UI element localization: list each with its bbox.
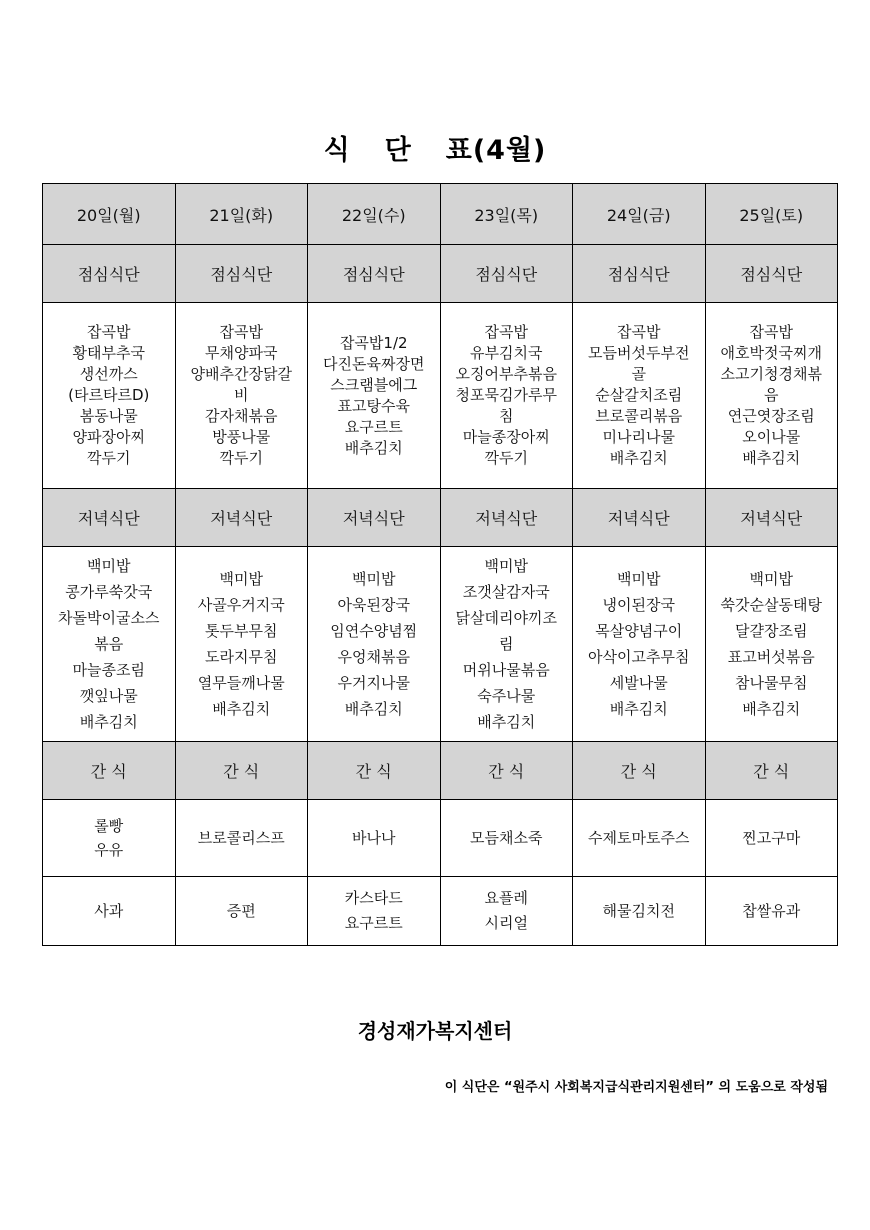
lunch-label-cell: 점심식단: [308, 245, 441, 303]
snack-label-cell: 간 식: [440, 742, 573, 800]
dinner-label-cell: 저녁식단: [573, 489, 706, 547]
day-header-cell: 22일(수): [308, 184, 441, 245]
snack1-cell: [573, 800, 706, 877]
snack-label-cell: 간 식: [175, 742, 308, 800]
menu-item: 깍두기: [87, 449, 131, 467]
title-part-2: 단: [384, 135, 412, 166]
lunch-cell: [43, 303, 176, 489]
menu-item: 잡곡밥: [219, 323, 263, 341]
menu-item: 우엉채볶음: [337, 648, 410, 666]
snack1-row: [43, 800, 838, 877]
dinner-cell: [43, 547, 176, 742]
menu-item: 깍두기: [484, 449, 528, 467]
menu-item: 배추김치: [742, 449, 801, 467]
day-header-cell: 20일(월): [43, 184, 176, 245]
lunch-row: [43, 303, 838, 489]
menu-item: 황태부추국: [72, 344, 145, 362]
menu-item: 잡곡밥1/2: [339, 333, 408, 352]
menu-item: 목살양념구이: [595, 622, 683, 640]
menu-item: 다진돈육짜장면: [323, 354, 425, 373]
menu-item: 미나리나물: [602, 428, 675, 446]
lunch-label-cell: 점심식단: [175, 245, 308, 303]
snack2-cell: [573, 877, 706, 946]
menu-item: 배추김치: [609, 700, 668, 718]
menu-item: 모듬채소죽: [470, 829, 543, 847]
menu-item: 콩가루쑥갓국: [65, 583, 153, 601]
dinner-cell: [175, 547, 308, 742]
menu-item: 우유: [94, 841, 124, 859]
snack2-cell: [43, 877, 176, 946]
menu-item: 순살갈치조림: [595, 386, 683, 404]
menu-item: 닭살데리야끼조: [455, 609, 557, 627]
menu-item: 소고기청경채볶: [720, 365, 822, 383]
snack-label-cell: 간 식: [43, 742, 176, 800]
menu-item: 우거지나물: [337, 674, 410, 692]
lunch-cell: [573, 303, 706, 489]
menu-item: 방풍나물: [212, 428, 271, 446]
menu-item: 해물김치전: [602, 901, 675, 920]
menu-item: 수제토마토주스: [588, 829, 690, 847]
snack2-cell: [705, 877, 838, 946]
menu-item: 깍두기: [219, 449, 263, 467]
menu-item: 세발나물: [609, 674, 668, 692]
menu-item: 감자채볶음: [205, 407, 278, 425]
menu-item: 증편: [226, 901, 256, 920]
menu-item: 아욱된장국: [337, 596, 410, 614]
menu-item: 사골우거지국: [197, 596, 285, 614]
menu-item: 도라지무침: [205, 648, 278, 666]
menu-item: 열무들깨나물: [197, 674, 285, 692]
menu-item: 시리얼: [484, 914, 528, 932]
menu-item: 모듬버섯두부전: [588, 344, 690, 362]
snack2-row: [43, 877, 838, 946]
lunch-label-cell: 점심식단: [573, 245, 706, 303]
menu-item: 양파장아찌: [72, 428, 145, 446]
menu-item: 임연수양념찜: [330, 622, 418, 640]
menu-item: 생선까스: [79, 365, 138, 383]
menu-item: 아삭이고추무침: [588, 648, 690, 666]
menu-item: 요구르트: [344, 914, 403, 932]
menu-item: 찐고구마: [742, 829, 801, 847]
snack-label-cell: 간 식: [308, 742, 441, 800]
snack-label-cell: 간 식: [705, 742, 838, 800]
menu-item: 유부김치국: [470, 344, 543, 362]
snack1-cell: [308, 800, 441, 877]
menu-item: 잡곡밥: [617, 323, 661, 341]
dinner-label-cell: 저녁식단: [440, 489, 573, 547]
lunch-cell: [175, 303, 308, 489]
menu-item: 배추김치: [742, 700, 801, 718]
menu-item: 연근엿장조림: [727, 407, 815, 425]
menu-item: 청포묵김가루무: [455, 386, 557, 404]
snack2-cell: [175, 877, 308, 946]
dinner-label-cell: 저녁식단: [308, 489, 441, 547]
menu-item: 숙주나물: [477, 687, 536, 705]
menu-item: 롤빵: [94, 817, 124, 835]
menu-item: 배추김치: [212, 700, 271, 718]
menu-item: 림: [499, 635, 514, 653]
menu-item: 조갯살감자국: [462, 583, 550, 601]
lunch-cell: [705, 303, 838, 489]
menu-item: 스크램블에그: [330, 375, 418, 394]
menu-item: (타르타르D): [68, 386, 150, 404]
menu-item: 찹쌀유과: [742, 901, 801, 920]
dinner-label-cell: 저녁식단: [175, 489, 308, 547]
menu-item: 볶음: [94, 635, 124, 653]
day-header-cell: 23일(목): [440, 184, 573, 245]
dinner-row: [43, 547, 838, 742]
menu-item: 배추김치: [344, 438, 403, 457]
lunch-label-row: [43, 245, 838, 303]
menu-item: 오이나물: [742, 428, 801, 446]
menu-item: 오징어부추볶음: [455, 365, 557, 383]
menu-item: 쑥갓순살동태탕: [720, 596, 822, 614]
dinner-label-cell: 저녁식단: [43, 489, 176, 547]
menu-item: 톳두부무침: [205, 622, 278, 640]
menu-item: 차돌박이굴소스: [58, 609, 160, 627]
menu-item: 마늘종장아찌: [462, 428, 550, 446]
dinner-cell: [573, 547, 706, 742]
menu-item: 참나물무침: [735, 674, 808, 692]
snack1-cell: [705, 800, 838, 877]
title-part-3: 표(4월): [445, 135, 547, 166]
menu-item: 봄동나물: [79, 407, 138, 425]
snack2-cell: [440, 877, 573, 946]
menu-item: 백미밥: [484, 557, 528, 575]
menu-item: 잡곡밥: [87, 323, 131, 341]
snack-label-row: [43, 742, 838, 800]
menu-item: 표고버섯볶음: [727, 648, 815, 666]
menu-table: [42, 183, 838, 946]
day-header-cell: 24일(금): [573, 184, 706, 245]
organization-name: 경성재가복지센터: [357, 1019, 513, 1043]
menu-item: 달걀장조림: [735, 622, 808, 640]
snack1-cell: [440, 800, 573, 877]
menu-item: 냉이된장국: [602, 596, 675, 614]
menu-item: 바나나: [352, 829, 396, 847]
menu-item: 배추김치: [609, 449, 668, 467]
menu-item: 배추김치: [79, 713, 138, 731]
menu-item: 깻잎나물: [79, 687, 138, 705]
menu-item: 음: [764, 386, 779, 404]
menu-item: 백미밥: [352, 570, 396, 588]
snack2-cell: [308, 877, 441, 946]
menu-item: 잡곡밥: [484, 323, 528, 341]
menu-item: 애호박젓국찌개: [720, 344, 822, 362]
menu-item: 골: [631, 365, 646, 383]
menu-item: 잡곡밥: [749, 323, 793, 341]
lunch-label-cell: 점심식단: [705, 245, 838, 303]
menu-item: 요플레: [484, 889, 528, 907]
menu-item: 백미밥: [219, 570, 263, 588]
day-header-cell: 21일(화): [175, 184, 308, 245]
day-header-row: [43, 184, 838, 245]
title-part-1: 식: [323, 135, 351, 166]
menu-item: 브로콜리스프: [197, 829, 285, 847]
dinner-cell: [308, 547, 441, 742]
dinner-cell: [705, 547, 838, 742]
menu-item: 배추김치: [344, 700, 403, 718]
menu-item: 무채양파국: [205, 344, 278, 362]
menu-item: 브로콜리볶음: [595, 407, 683, 425]
page-title: [0, 128, 870, 167]
dinner-cell: [440, 547, 573, 742]
menu-item: 머위나물볶음: [462, 661, 550, 679]
menu-item: 백미밥: [87, 557, 131, 575]
snack1-cell: [175, 800, 308, 877]
day-header-cell: 25일(토): [705, 184, 838, 245]
menu-item: 백미밥: [617, 570, 661, 588]
menu-item: 비: [234, 386, 249, 404]
menu-item: 사과: [94, 901, 124, 920]
menu-item: 배추김치: [477, 713, 536, 731]
menu-item: 침: [499, 407, 514, 425]
menu-item: 카스타드: [344, 889, 403, 907]
lunch-label-cell: 점심식단: [43, 245, 176, 303]
snack-label-cell: 간 식: [573, 742, 706, 800]
menu-item: 마늘종조림: [72, 661, 145, 679]
menu-item: 양배추간장닭갈: [190, 365, 292, 383]
dinner-label-row: [43, 489, 838, 547]
snack1-cell: [43, 800, 176, 877]
dinner-label-cell: 저녁식단: [705, 489, 838, 547]
lunch-cell: [440, 303, 573, 489]
menu-item: 표고탕수육: [337, 396, 410, 415]
menu-item: 요구르트: [344, 417, 403, 436]
footer-note: 이 식단은 “원주시 사회복지급식관리지원센터” 의 도움으로 작성됨: [444, 1080, 828, 1095]
lunch-label-cell: 점심식단: [440, 245, 573, 303]
menu-item: 백미밥: [749, 570, 793, 588]
lunch-cell: [308, 303, 441, 489]
